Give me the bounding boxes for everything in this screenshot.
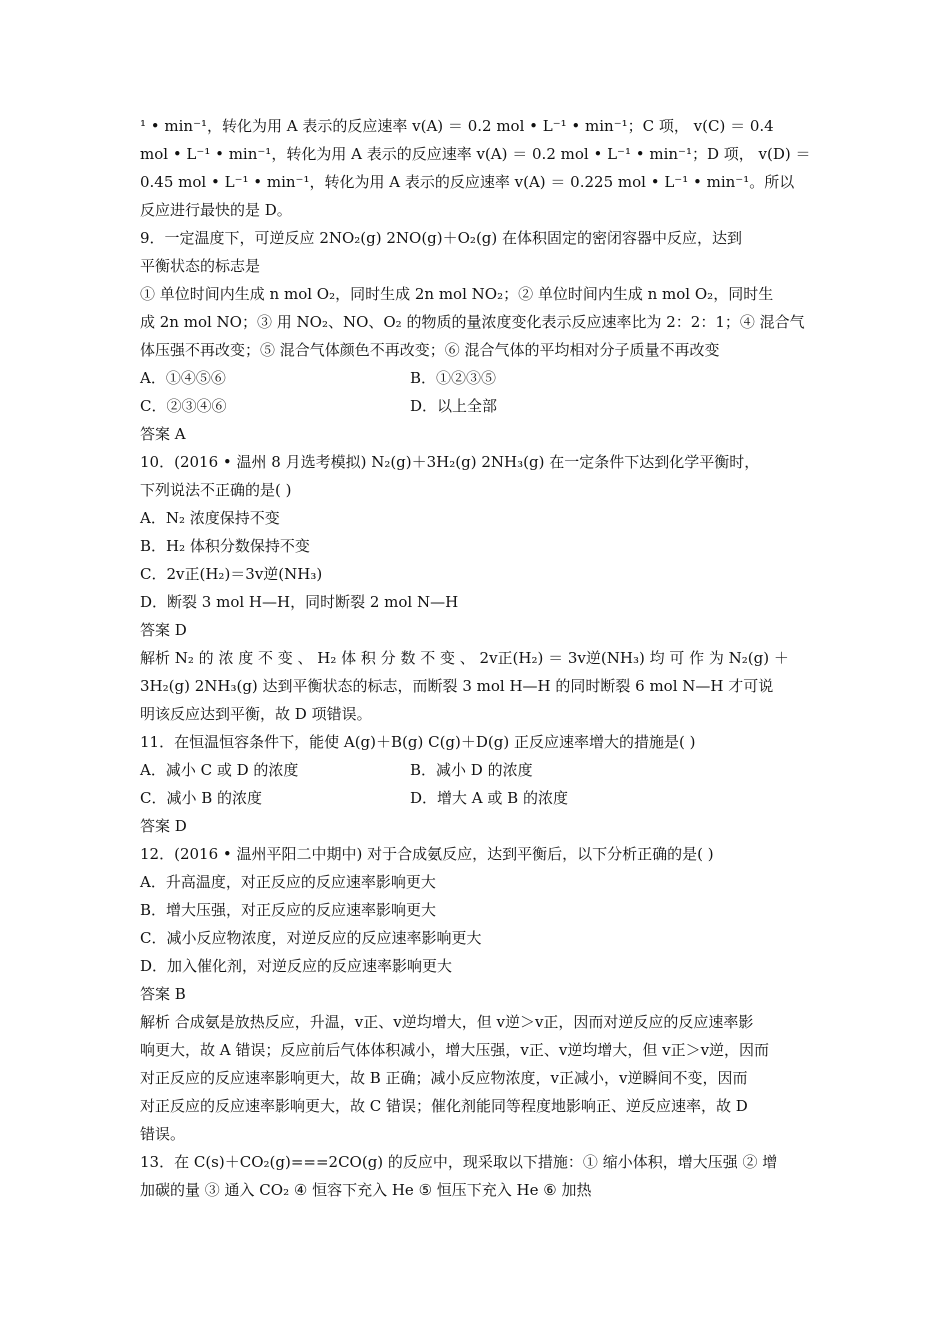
option-b: B．①②③⑤ — [410, 369, 497, 387]
question-13-stem: 13．在 C(s)＋CO₂(g)===2CO(g) 的反应中，现采取以下措施：① 缩小体积，增大压强 ② 增 — [140, 1153, 778, 1171]
option-d: D．增大 A 或 B 的浓度 — [410, 789, 568, 807]
text-line: 反应进行最快的是 D。 — [140, 201, 292, 219]
question-9-condition: ① 单位时间内生成 n mol O₂，同时生成 2n mol NO₂；② 单位时间内生成 n mol O₂，同时生 — [140, 285, 774, 303]
question-11-stem: 11．在恒温恒容条件下，能使 A(g)＋B(g) C(g)＋D(g) 正反应速率增大的措施是( ) — [140, 733, 696, 751]
question-9-condition: 体压强不再改变；⑤ 混合气体颜色不再改变；⑥ 混合气体的平均相对分子质量不再改变 — [140, 341, 720, 359]
text-line: mol • L⁻¹ • min⁻¹，转化为用 A 表示的反应速率 v(A) ＝ 0.2 mol • L⁻¹ • min⁻¹；D 项， v(D) ＝ — [140, 145, 811, 163]
document-page — [140, 112, 815, 1204]
option-d: D．以上全部 — [410, 397, 498, 415]
option-c: C．2v正(H₂)＝3v逆(NH₃) — [140, 565, 323, 583]
option-c: C．减小反应物浓度，对逆反应的反应速率影响更大 — [140, 929, 482, 947]
answer-line: 答案 B — [140, 985, 186, 1003]
analysis-line: 解析 N₂ 的 浓 度 不 变 、 H₂ 体 积 分 数 不 变 、 2v正(H₂) ＝ 3v逆(NH₃) 均 可 作 为 N₂(g) ＋ — [140, 649, 789, 667]
option-d: D．断裂 3 mol H—H，同时断裂 2 mol N—H — [140, 593, 459, 611]
text-line: 0.45 mol • L⁻¹ • min⁻¹，转化为用 A 表示的反应速率 v(A) ＝ 0.225 mol • L⁻¹ • min⁻¹。所以 — [140, 173, 795, 191]
question-13-stem: 加碳的量 ③ 通入 CO₂ ④ 恒容下充入 He ⑤ 恒压下充入 He ⑥ 加热 — [140, 1181, 592, 1199]
question-12-stem: 12．(2016 • 温州平阳二中期中) 对于合成氨反应，达到平衡后，以下分析正确的是( ) — [140, 845, 714, 863]
option-a: A．N₂ 浓度保持不变 — [140, 509, 280, 527]
option-b: B．增大压强，对正反应的反应速率影响更大 — [140, 901, 437, 919]
analysis-line: 响更大，故 A 错误；反应前后气体体积减小，增大压强，v正、v逆均增大，但 v正＞v逆，因而 — [140, 1041, 770, 1059]
question-11-options-row — [140, 756, 815, 784]
option-a: A．升高温度，对正反应的反应速率影响更大 — [140, 873, 436, 891]
question-9-condition: 成 2n mol NO；③ 用 NO₂、NO、O₂ 的物质的量浓度变化表示反应速率比为 2：2：1；④ 混合气 — [140, 313, 805, 331]
question-9-options-row — [140, 392, 815, 420]
option-c: C．减小 B 的浓度 — [140, 789, 263, 807]
analysis-line: 解析 合成氨是放热反应，升温，v正、v逆均增大，但 v逆＞v正，因而对逆反应的反应速率影 — [140, 1013, 754, 1031]
option-b: B．减小 D 的浓度 — [410, 761, 533, 779]
question-10-stem: 10．(2016 • 温州 8 月选考模拟) N₂(g)＋3H₂(g) 2NH₃(g) 在一定条件下达到化学平衡时， — [140, 453, 760, 471]
analysis-line: 3H₂(g) 2NH₃(g) 达到平衡状态的标志，而断裂 3 mol H—H 的同时断裂 6 mol N—H 才可说 — [140, 677, 774, 695]
analysis-line: 明该反应达到平衡，故 D 项错误。 — [140, 705, 372, 723]
text-line: ¹ • min⁻¹，转化为用 A 表示的反应速率 v(A) ＝ 0.2 mol • L⁻¹ • min⁻¹；C 项， v(C) ＝ 0.4 — [140, 117, 774, 135]
question-9-stem: 平衡状态的标志是 — [140, 257, 261, 275]
question-9-options-row — [140, 364, 815, 392]
question-9-stem: 9．一定温度下，可逆反应 2NO₂(g) 2NO(g)＋O₂(g) 在体积固定的密闭容器中反应，达到 — [140, 229, 743, 247]
option-c: C．②③④⑥ — [140, 397, 227, 415]
question-10-stem: 下列说法不正确的是( ) — [140, 481, 292, 499]
option-b: B．H₂ 体积分数保持不变 — [140, 537, 310, 555]
answer-line: 答案 A — [140, 425, 186, 443]
option-d: D．加入催化剂，对逆反应的反应速率影响更大 — [140, 957, 453, 975]
analysis-line: 对正反应的反应速率影响更大，故 C 错误；催化剂能同等程度地影响正、逆反应速率，故 D — [140, 1097, 748, 1115]
option-a: A．①④⑤⑥ — [140, 369, 226, 387]
question-11-options-row — [140, 784, 815, 812]
analysis-line: 错误。 — [140, 1125, 186, 1143]
answer-line: 答案 D — [140, 621, 187, 639]
option-a: A．减小 C 或 D 的浓度 — [140, 761, 299, 779]
analysis-line: 对正反应的反应速率影响更大，故 B 正确；减小反应物浓度，v正减小，v逆瞬间不变，因而 — [140, 1069, 748, 1087]
answer-line: 答案 D — [140, 817, 187, 835]
